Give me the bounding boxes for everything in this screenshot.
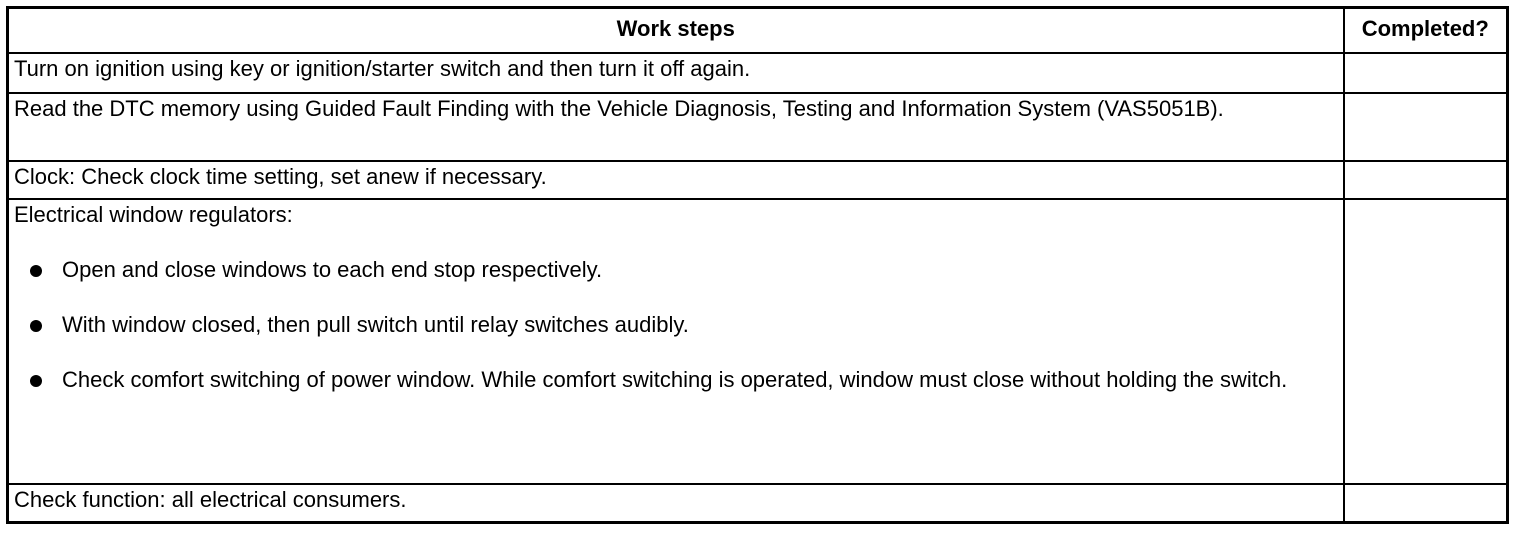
table-row [8,484,1508,523]
list-item [14,310,1338,340]
table-row [8,199,1508,484]
list-item [14,255,1338,285]
bullet-icon [30,320,42,332]
work-steps-sheet [6,6,1506,540]
bullet-list [14,255,1338,395]
bullet-text: Open and close windows to each end stop respectively. [62,257,603,282]
column-header-work-steps: Work steps [8,8,1344,54]
work-step-cell: Read the DTC memory using Guided Fault Finding with the Vehicle Diagnosis, Testing and Information System (VAS5051B). [8,93,1344,161]
work-step-cell: Check function: all electrical consumers. [8,484,1344,523]
table-row [8,93,1508,161]
completed-cell [1344,199,1508,484]
table-row [8,53,1508,93]
work-steps-table [6,6,1509,524]
table-header-row [8,8,1508,54]
work-step-cell [8,199,1344,484]
bullet-text: Check comfort switching of power window. While comfort switching is operated, window must close without holding the switch. [62,367,1288,392]
list-item [14,365,1338,395]
completed-cell [1344,161,1508,199]
completed-cell [1344,93,1508,161]
bullet-icon [30,265,42,277]
work-step-cell: Clock: Check clock time setting, set anew if necessary. [8,161,1344,199]
completed-cell [1344,53,1508,93]
work-step-cell: Turn on ignition using key or ignition/starter switch and then turn it off again. [8,53,1344,93]
table-row [8,161,1508,199]
bullet-text: With window closed, then pull switch until relay switches audibly. [62,312,689,337]
completed-cell [1344,484,1508,523]
work-step-heading: Electrical window regulators: [14,202,293,227]
bullet-icon [30,375,42,387]
column-header-completed: Completed? [1344,8,1508,54]
